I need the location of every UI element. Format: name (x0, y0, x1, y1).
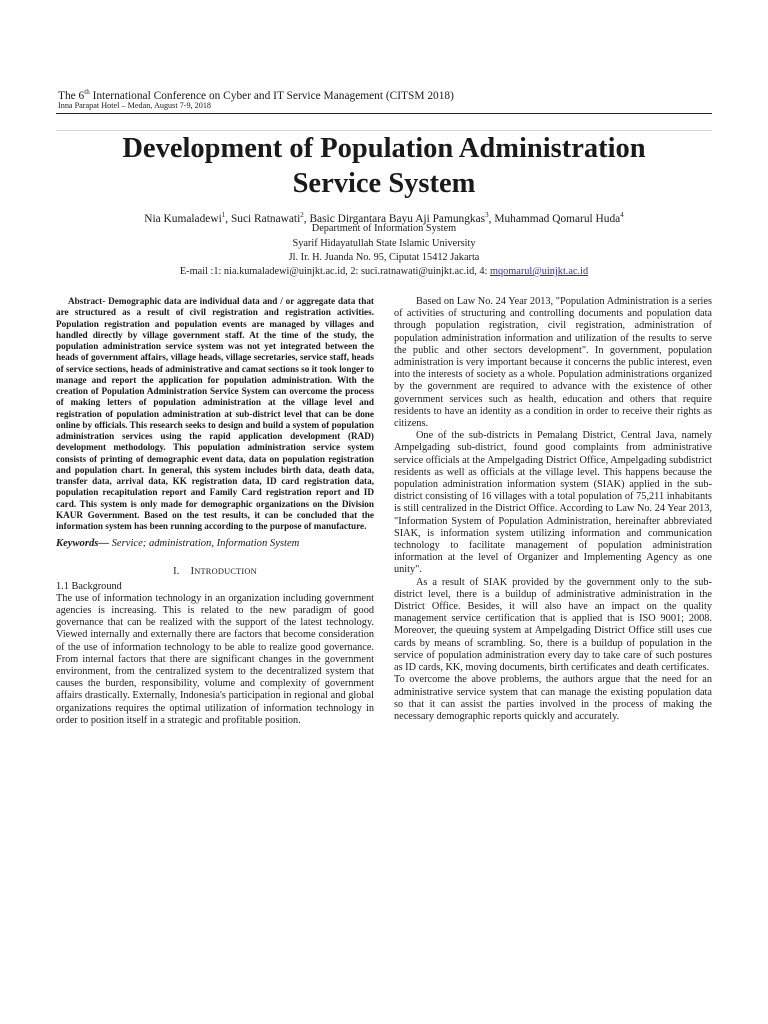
abstract-text: Demographic data are individual data and / or aggregate data that are structured as a result of civil registration and registration activities. Population registration and population events are managed by villages and handled directly by village government staff. At the time of the study, the population administration service system was not yet integrated between the heads of government affairs, village heads, village secretaries, service staff, heads of service sections, heads of administrative and camat sections so it took longer to manage and report the application for population administration. With the creation of Population Administration Service System can overcome the process of making letters of population administration at the village level and registration of population administration at sub-district level that can be done online by officials. This research seeks to design and build a system of population administration services using the rapid application development (RAD) development methodology. This population administration service system consists of printing of demographic event data, data on population registration and population chart. In general, this system includes birth data, death data, transfer data, arrival data, KK registration data, ID card registration data, population recapitulation report and Family Card registration report and ID card. This system is only made for demographic organizations on the Division KAUR Government. Based on the test results, it can be concluded that the information system has been running according to the purpose of manufacture. (56, 296, 374, 531)
conference-venue: Inna Parapat Hotel – Medan, August 7-9, 2018 (58, 101, 212, 110)
abstract (56, 296, 374, 532)
body-paragraph-4: To overcome the above problems, the authors argue that the need for an administrative service system that can manage the existing population data so that it can assist the parties involved in the process of making the necessary demographic reports quickly and accurately. (394, 674, 712, 722)
section-title-initial: I (190, 566, 195, 578)
author-separator: , (303, 212, 310, 225)
section-number: I. (173, 566, 180, 578)
affiliation-university: Syarif Hidayatullah State Islamic University (292, 238, 476, 249)
author-name: Suci Ratnawati (230, 212, 301, 225)
section-title-rest: NTRODUCTION (194, 567, 257, 577)
author-index: 3 (485, 211, 489, 219)
section-heading-introduction (56, 566, 374, 578)
conference-title-rest: International Conference on Cyber and IT Service Management (CITSM 2018) (89, 89, 454, 102)
author-index: 1 (221, 211, 226, 219)
author-separator: , (225, 212, 231, 225)
right-column (394, 296, 712, 723)
body-paragraph-3: As a result of SIAK provided by the government only to the sub-district level, there is a buildup of administrative administration in the District Office. Besides, it will also have an impact on the quality management service certification that is applied that is ISO 9001; 2008. Moreover, the queuing system at Ampelgading District Office still uses cue cards by means of scrambling. So, there is a buildup of population in the service of population administration every day to take care of such postures as ID cards, KK, moving documents, birth certificates and death certificates. (394, 576, 712, 674)
author-name: Muhammad Qomarul Huda (494, 212, 621, 225)
email-list: E-mail :1: nia.kumaladewi@uinjkt.ac.id, 2: suci.ratnawati@uinjkt.ac.id, 4: (179, 266, 490, 277)
author-name: Basic Dirgantara Bayu Aji Pamungkas (309, 212, 486, 225)
email-link[interactable]: mqomarul@uinjkt.ac.id (489, 266, 589, 277)
header-rule (56, 113, 712, 114)
affiliation-department: Department of Information System (311, 223, 457, 234)
author-index: 2 (300, 211, 304, 219)
keywords-text: Service; administration, Information System (108, 538, 300, 550)
conference-title-prefix: The 6 (58, 89, 85, 102)
subsection-heading: 1.1 Background (56, 580, 122, 592)
abstract-label: Abstract- (68, 296, 106, 306)
paper-title-line-2: Service System (292, 168, 476, 199)
keywords (56, 538, 374, 550)
affiliation-emails (56, 266, 712, 278)
author-name: Nia Kumaladewi (144, 212, 222, 225)
author-separator: , (488, 212, 495, 225)
body-paragraph-1: Based on Law No. 24 Year 2013, "Population Administration is a series of activities of structuring and controlling documents and population data through population registration, civil registration, administration of population administration information and utilization of the results to serve the public and other sectors development". In government, population administration is very important because it concerns the public interest, even into the interests of society as a whole. Population administrations organized by the government are required to advance with the existence of other government services such as health, education and others that require residents to have an identity as a condition in order to receive their rights as citizens. (394, 296, 712, 430)
author-index: 4 (620, 211, 624, 219)
intro-paragraph: The use of information technology in an organization including government agencies is increasing. This is related to the new paradigm of good governance that can be realized with the support of the latest technology. Viewed internally and externally there are factors that become consideration of the use of information technology to be able to realize good governance. From internal factors that there are significant changes in the government environment, from the centralized system to the decentralized system that causes the burden, responsibility, volume and complexity of government affairs drastically. Externally, Indonesia's participation in regional and global organizations requires the optimal utilization of information technology in order to position itself in a strategic and profitable position. (56, 592, 374, 726)
conference-ordinal: th (84, 88, 90, 96)
left-column (56, 296, 374, 727)
keywords-label: Keywords— (56, 538, 109, 550)
affiliation-address: Jl. Ir. H. Juanda No. 95, Ciputat 15412 Jakarta (288, 252, 480, 263)
body-paragraph-2: One of the sub-districts in Pemalang District, Central Java, namely Ampelgading sub-district, found good complaints from administrative service officials at the Ampelgading District Office, Ampelgading subdistrict residents as well as officials at the village level. This happens because the population administration information system (SIAK) applied in the sub-district consisting of 16 villages with a total population of 75,211 inhabitants is still centralized in the District Office. According to Law No. 24 Year 2013, "Information System of Population Administration, hereinafter abbreviated SIAK, is information system utilizing information and communication technology to facilitate management of population administration information at the level of Organizer and Implementing Agency as one unity". (394, 430, 712, 576)
paper-title (56, 131, 712, 201)
paper-title-line-1: Development of Population Administration (122, 133, 646, 164)
